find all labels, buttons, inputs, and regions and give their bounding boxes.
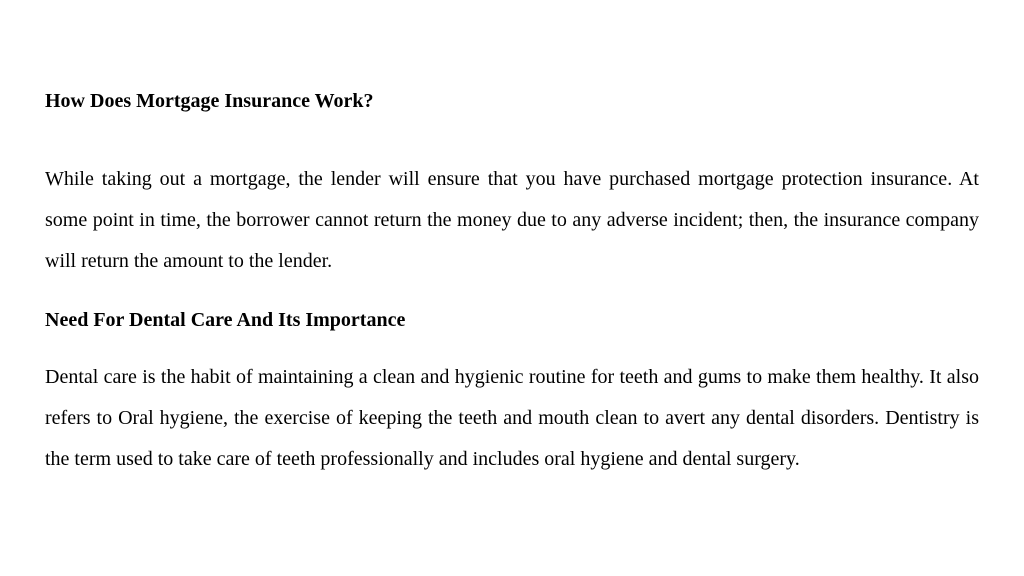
section-body-mortgage-insurance: While taking out a mortgage, the lender will ensure that you have purchased mortgage protection insurance. At some point in time, the borrower cannot return the money due to any adverse incident; then, the insurance company will return the amount to the lender.	[45, 168, 979, 272]
section-body-dental-care: Dental care is the habit of maintaining a clean and hygienic routine for teeth and gums to make them healthy. It also refers to Oral hygiene, the exercise of keeping the teeth and mouth clean to avert any dental disorders. Dentistry is the term used to take care of teeth professionally and includes oral hygiene and dental surgery.	[45, 366, 979, 470]
section-heading-dental-care: Need For Dental Care And Its Importance	[45, 309, 406, 331]
section-heading-mortgage-insurance: How Does Mortgage Insurance Work?	[45, 90, 374, 112]
